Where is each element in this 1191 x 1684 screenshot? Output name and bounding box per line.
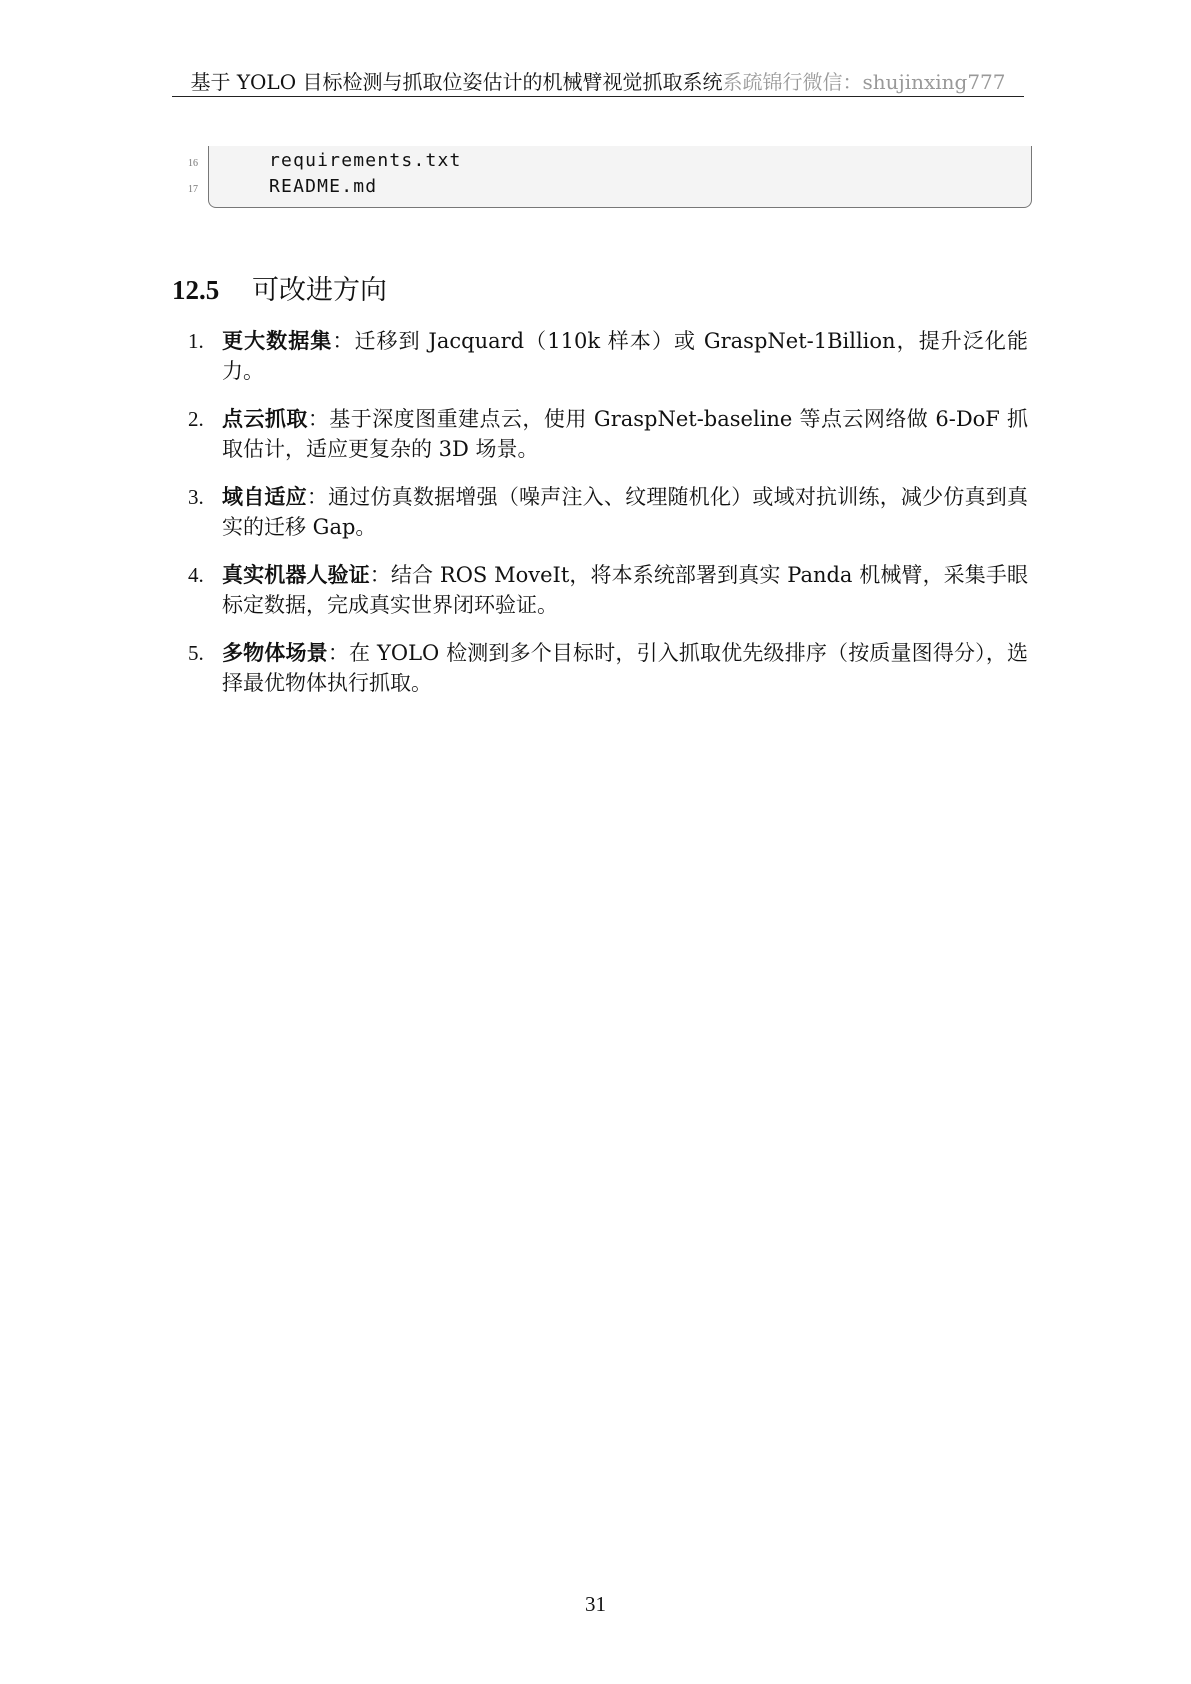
header-watermark: 系疏锦行微信：shujinxing777 — [722, 70, 1006, 94]
item-number: 5. — [188, 641, 204, 665]
list-item — [172, 482, 1028, 542]
code-line: README.md — [269, 176, 378, 197]
improvement-list — [172, 326, 1028, 716]
code-block — [208, 146, 1032, 208]
item-number: 3. — [188, 485, 204, 509]
code-line: requirements.txt — [269, 150, 462, 171]
item-text: ：在 YOLO 检测到多个目标时，引入抓取优先级排序（按质量图得分），选择最优物体执行抓取。 — [222, 641, 1029, 695]
item-text: ：通过仿真数据增强（噪声注入、纹理随机化）或域对抗训练，减少仿真到真实的迁移 Gap。 — [222, 485, 1029, 539]
list-item — [172, 560, 1028, 620]
item-term: 多物体场景 — [222, 641, 328, 665]
item-number: 1. — [188, 329, 204, 353]
section-title: 可改进方向 — [252, 275, 387, 306]
code-line-number: 17 — [188, 184, 198, 195]
item-term: 更大数据集 — [222, 329, 333, 353]
item-term: 域自适应 — [222, 485, 307, 509]
item-term: 真实机器人验证 — [222, 563, 370, 587]
item-term: 点云抓取 — [222, 407, 308, 431]
item-number: 4. — [188, 563, 204, 587]
code-line-number: 16 — [188, 158, 198, 169]
item-text: ：结合 ROS MoveIt，将本系统部署到真实 Panda 机械臂，采集手眼标定数据，完成真实世界闭环验证。 — [222, 563, 1029, 617]
list-item — [172, 404, 1028, 464]
item-text: ：基于深度图重建点云，使用 GraspNet-baseline 等点云网络做 6-DoF 抓取估计，适应更复杂的 3D 场景。 — [222, 407, 1029, 461]
section-heading — [172, 268, 387, 307]
list-item — [172, 638, 1028, 698]
page-number: 31 — [585, 1592, 606, 1616]
page-header — [172, 66, 1024, 97]
header-title: 基于 YOLO 目标检测与抓取位姿估计的机械臂视觉抓取系统 — [190, 70, 723, 94]
item-text: ：迁移到 Jacquard（110k 样本）或 GraspNet-1Billion，提升泛化能力。 — [222, 329, 1029, 383]
list-item — [172, 326, 1028, 386]
item-number: 2. — [188, 407, 204, 431]
section-number: 12.5 — [172, 275, 220, 305]
